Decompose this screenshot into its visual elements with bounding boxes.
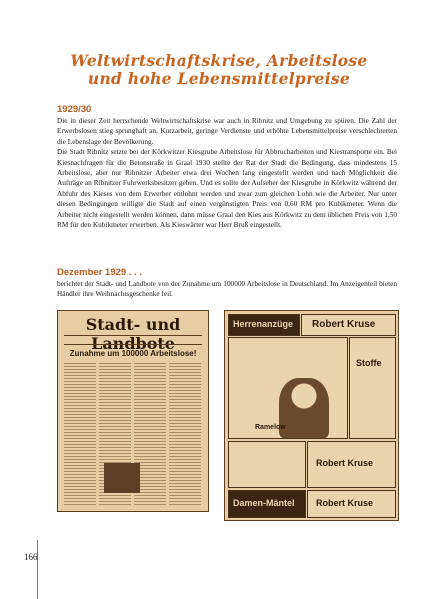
- ad-robert-kruse-bottom: [307, 490, 396, 518]
- ad-kruse-text: Robert Kruse: [312, 319, 376, 330]
- paragraph: Die in dieser Zeit herrschende Weltwirtschaftskrise war auch in Ribnitz und Umgebung zu spüren. Die Zahl der Erwerbslosen stieg sprunghaft an. Kurzarbeit, geringe Verdienste und erhöhte Lebensmittelpreise verschlechterten die Lebenslage der Bevölkerung.: [57, 116, 397, 146]
- newspaper-masthead: Stadt- und Landbote: [85, 315, 181, 353]
- ad-kruse-mid-text: Robert Kruse: [316, 458, 374, 468]
- newspaper-photo: [104, 463, 140, 493]
- ad-santa-claus: [228, 337, 348, 439]
- page-title: [40, 52, 398, 88]
- ad-stoffe: [349, 337, 396, 439]
- margin-rule: [37, 540, 38, 599]
- newspaper-headline: Zunahme um 100000 Arbeitslose!: [69, 349, 197, 358]
- newspaper-text-columns: [64, 363, 202, 505]
- newspaper-clipping-front-page: [57, 310, 209, 512]
- ad-damen-text: Damen-Mäntel: [233, 498, 295, 508]
- ad-robert-kruse-top: [301, 314, 396, 336]
- ad-stoffe-text: Stoffe: [356, 358, 382, 368]
- ad-damen-maentel: [228, 490, 306, 518]
- ad-robert-kruse-mid: [307, 441, 396, 488]
- page-title-line-2: und hohe Lebensmittelpreise: [87, 69, 351, 88]
- section-heading-dezember: Dezember 1929 . . .: [57, 267, 143, 278]
- newspaper-clipping-ads: [224, 310, 399, 521]
- ad-ramelow-text: Ramelow: [255, 424, 286, 431]
- santa-illustration: [279, 378, 329, 438]
- ad-kruse-bottom-text: Robert Kruse: [316, 498, 374, 508]
- text-column: [64, 363, 96, 505]
- paragraph: berichtet der Stadt- und Landbote von der Zunahme um 100000 Arbeitslose in Deutschland. Im Anzeigenteil bieten Händler ihre Weihnachtsgeschenke feil.: [57, 279, 397, 299]
- ad-notice: [228, 441, 306, 488]
- page-number: 166: [24, 552, 38, 562]
- ad-herrenanzuege: [228, 314, 300, 336]
- section-1929-body: [57, 116, 397, 230]
- ad-herren-text: Herrenanzüge: [233, 319, 294, 329]
- paragraph: Die Stadt Ribnitz setzte bei der Körkwitzer Kiesgrube Arbeitslose für Abbrucharbeiten und Kiestransporte ein. Bei Kiesnachfragen für die Betonstraße in Graal 1930 stellte der Rat der Stadt die Bedingung, dass mindestens 15 Arbeitslose, aber nur Ribnitzer Arbeiter etwa drei Wochen lang eingestellt werden und nach Möglichkeit die Aufträge an Ribnitzer Fuhrwerksbesitzer gehen. Und es sollte der Aufseher der Kiesgrube in Körkwitz während der Abfuhr des Kieses von dem Erwerber entlohnt werden und zwar zum gleichen Lohn wie die Arbeiter. Nur unter diesen Bedingungen willigte die Stadt auf einen vergünstigten Preis von 0,60 RM pro Kubikmeter. Wenn die Arbeiter nicht eingestellt werden können, dann müsse Graal den Kies aus Körkwitz zu dem üblichen Preis von 1,50 RM für den Kubikmeter erwerben. Als Kieswärter war Herr Bruß eingestellt.: [57, 147, 397, 230]
- section-heading-1929: 1929/30: [57, 104, 92, 115]
- section-dezember-body: [57, 279, 397, 300]
- masthead-rule: [64, 335, 202, 345]
- page-title-line-1: Weltwirtschaftskrise, Arbeitslose: [70, 51, 368, 70]
- text-column: [169, 363, 201, 505]
